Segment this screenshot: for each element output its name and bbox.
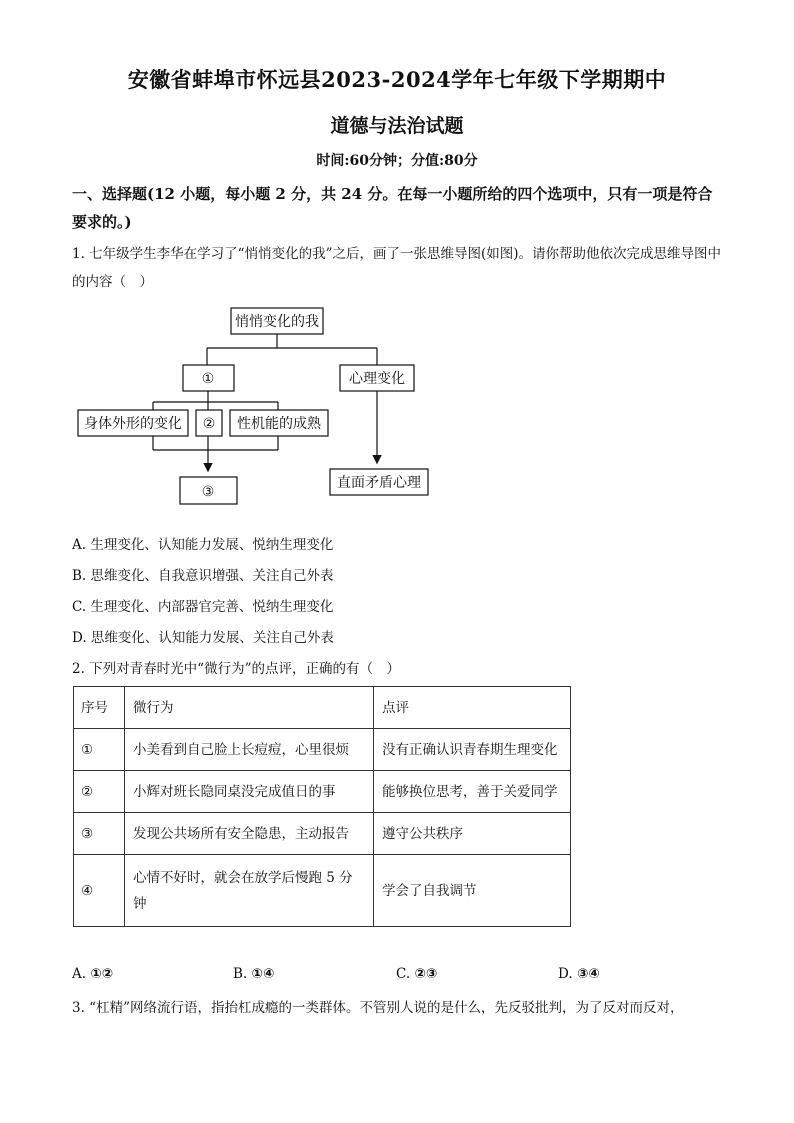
- table-cell: ②: [74, 771, 125, 813]
- choice-value: ①②: [90, 966, 114, 982]
- table-row: [74, 771, 571, 813]
- table-row: [74, 729, 571, 771]
- table-cell: 遵守公共秩序: [374, 813, 571, 855]
- question-1-stem: 1. 七年级学生李华在学习了“悄悄变化的我”之后，画了一张思维导图(如图)。请你帮助他依次完成思维导图中的内容（ ）: [72, 246, 722, 290]
- table-cell: 学会了自我调节: [374, 855, 571, 927]
- q1-option-d[interactable]: D. 思维变化、认知能力发展、关注自己外表: [72, 630, 334, 646]
- q2-choice-a[interactable]: [72, 966, 113, 982]
- question-3-stem: 3. “杠精”网络流行语，指抬杠成瘾的一类群体。不管别人说的是什么，先反驳批判，为了反对而反对，: [72, 1000, 684, 1016]
- choice-value: ②③: [414, 966, 438, 982]
- table-cell: 小美看到自己脸上长痘痘，心里很烦: [125, 729, 374, 771]
- table-header-cell: 序号: [74, 687, 125, 729]
- table-row: [74, 813, 571, 855]
- q1-option-a[interactable]: A. 生理变化、认知能力发展、悦纳生理变化: [72, 537, 334, 553]
- table-cell: ④: [74, 855, 125, 927]
- choice-value: ①④: [251, 966, 275, 982]
- choice-letter: C.: [396, 966, 411, 982]
- table-cell: 能够换位思考，善于关爱同学: [374, 771, 571, 813]
- node-left-label: 身体外形的变化: [84, 416, 182, 432]
- exam-meta: 时间:60分钟；分值:80分: [316, 153, 478, 169]
- node-psych-label: 心理变化: [349, 371, 405, 387]
- choice-letter: D.: [558, 966, 573, 982]
- question-2-stem: 2. 下列对青春时光中“微行为”的点评，正确的有（ ）: [72, 661, 400, 677]
- table-header-row: [74, 687, 571, 729]
- q2-choice-c[interactable]: [396, 966, 437, 982]
- q2-choice-d[interactable]: [558, 966, 600, 982]
- q1-option-c[interactable]: C. 生理变化、内部器官完善、悦纳生理变化: [72, 599, 334, 615]
- table-header-cell: 点评: [374, 687, 571, 729]
- node-root-label: 悄悄变化的我: [235, 314, 319, 330]
- table-row: [74, 855, 571, 927]
- exam-title: 安徽省蚌埠市怀远县2023-2024学年七年级下学期期中: [127, 67, 667, 92]
- table-cell: 小辉对班长隐同桌没完成值日的事: [125, 771, 374, 813]
- node-face-label: 直面矛盾心理: [337, 475, 421, 491]
- exam-subtitle: 道德与法治试题: [330, 115, 464, 137]
- node-2-label: ②: [202, 416, 216, 432]
- mind-map-diagram: [0, 0, 794, 520]
- q2-table: [73, 686, 571, 927]
- section-heading: 一、选择题(12 小题，每小题 2 分，共 24 分。在每一小题所给的四个选项中，只有一项是符合要求的。): [72, 185, 713, 231]
- choice-letter: B.: [233, 966, 248, 982]
- table-cell: ③: [74, 813, 125, 855]
- node-right-label: 性机能的成熟: [237, 416, 321, 432]
- node-3-label: ③: [201, 484, 215, 500]
- table-cell: 发现公共场所有安全隐患，主动报告: [125, 813, 374, 855]
- table-cell: ①: [74, 729, 125, 771]
- choice-letter: A.: [72, 966, 87, 982]
- q2-choice-b[interactable]: [233, 966, 274, 982]
- node-1-label: ①: [201, 371, 215, 387]
- table-cell: 心情不好时，就会在放学后慢跑 5 分钟: [125, 855, 374, 927]
- table-header-cell: 微行为: [125, 687, 374, 729]
- table-cell: 没有正确认识青春期生理变化: [374, 729, 571, 771]
- q1-option-b[interactable]: B. 思维变化、自我意识增强、关注自己外表: [72, 568, 334, 584]
- choice-value: ③④: [576, 966, 600, 982]
